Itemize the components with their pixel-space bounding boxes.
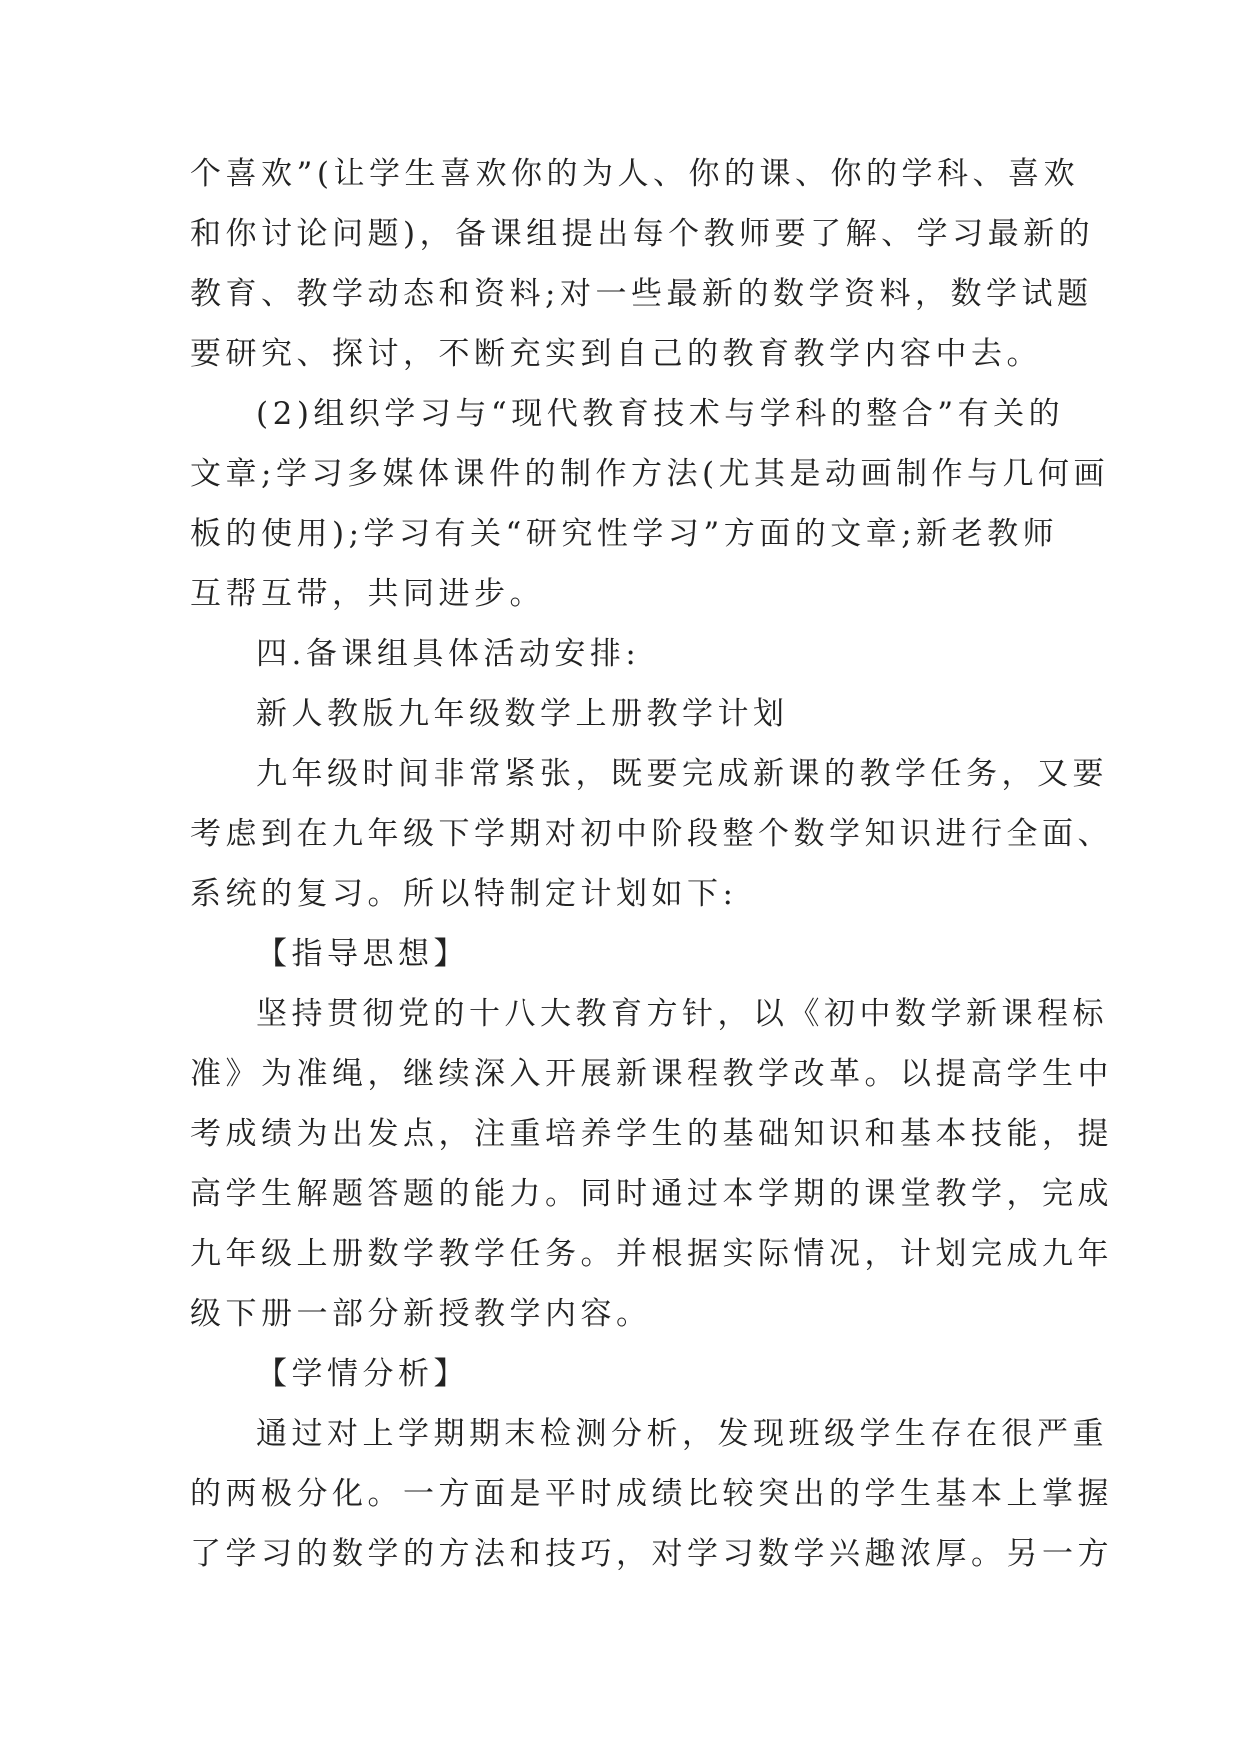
text-line: (2)组织学习与“现代教育技术与学科的整合”有关的 [256,396,1065,432]
text-line: 了学习的数学的方法和技巧，对学习数学兴趣浓厚。另一方 [190,1536,1113,1572]
text-line: 互帮互带，共同进步。 [190,576,545,612]
text-line: 个喜欢”(让学生喜欢你的为人、你的课、你的学科、喜欢 [190,156,1079,192]
text-line: 板的使用);学习有关“研究性学习”方面的文章;新老教师 [190,516,1059,552]
section-heading: 【学情分析】 [256,1356,469,1392]
text-line: 坚持贯彻党的十八大教育方针，以《初中数学新课程标 [256,996,1108,1032]
text-line: 文章;学习多媒体课件的制作方法(尤其是动画制作与几何画 [190,456,1110,492]
section-heading: 四.备课组具体活动安排: [256,636,641,672]
text-line: 准》为准绳，继续深入开展新课程教学改革。以提高学生中 [190,1056,1113,1092]
text-line: 教育、教学动态和资料;对一些最新的数学资料，数学试题 [190,276,1093,312]
text-line: 系统的复习。所以特制定计划如下: [190,876,738,912]
text-line: 九年级时间非常紧张，既要完成新课的教学任务，又要 [256,756,1108,792]
text-line: 要研究、探讨，不断充实到自己的教育教学内容中去。 [190,336,1042,372]
text-line: 的两极分化。一方面是平时成绩比较突出的学生基本上掌握 [190,1476,1113,1512]
text-line: 通过对上学期期末检测分析，发现班级学生存在很严重 [256,1416,1108,1452]
text-line: 九年级上册数学教学任务。并根据实际情况，计划完成九年 [190,1236,1113,1272]
section-heading: 【指导思想】 [256,936,469,972]
text-line: 和你讨论问题)，备课组提出每个教师要了解、学习最新的 [190,216,1095,252]
text-line: 考成绩为出发点，注重培养学生的基础知识和基本技能，提 [190,1116,1113,1152]
text-line: 级下册一部分新授教学内容。 [190,1296,652,1332]
text-line: 考虑到在九年级下学期对初中阶段整个数学知识进行全面、 [190,816,1113,852]
document-title: 新人教版九年级数学上册教学计划 [256,696,789,732]
text-line: 高学生解题答题的能力。同时通过本学期的课堂教学，完成 [190,1176,1113,1212]
